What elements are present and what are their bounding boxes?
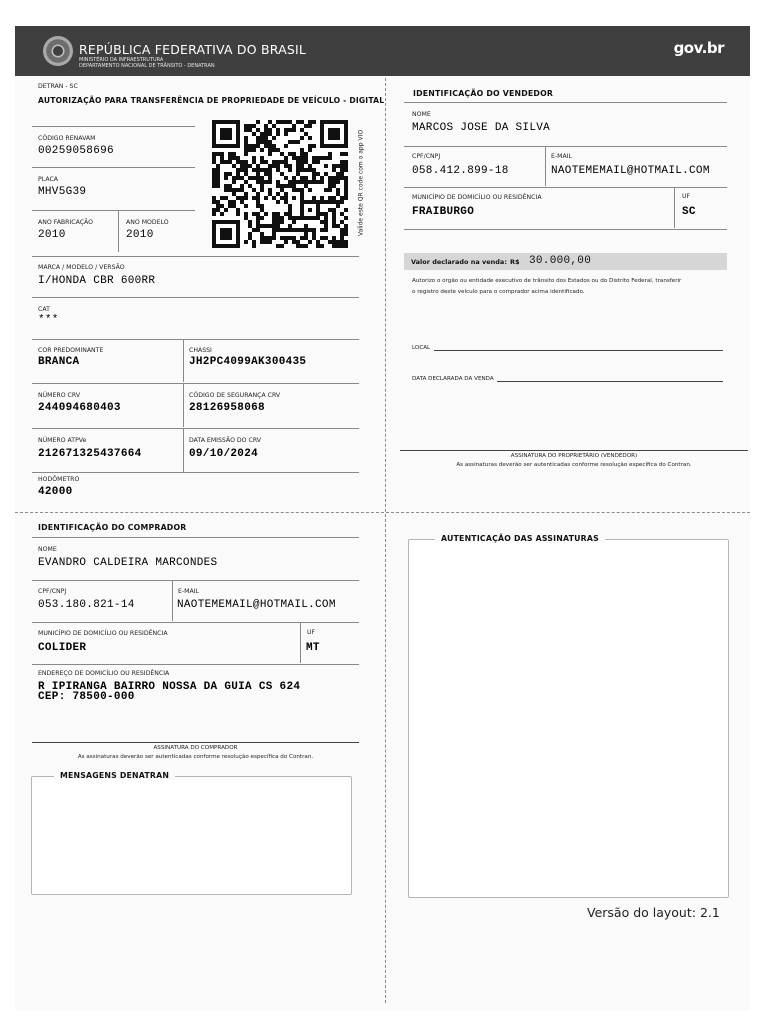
divider (32, 537, 359, 538)
qr-caption (356, 123, 366, 243)
seller-email-label: E-MAIL (551, 153, 572, 160)
buyer-cpf-value: 053.180.821-14 (38, 599, 135, 611)
data-emissao-label: DATA EMISSÃO DO CRV (189, 437, 262, 444)
seller-nome-value: MARCOS JOSE DA SILVA (412, 122, 551, 134)
hodometro-label: HODÔMETRO (38, 476, 80, 483)
divider (183, 340, 184, 382)
marca-value: I/HONDA CBR 600RR (38, 275, 156, 287)
layout-version: Versão do layout: 2.1 (587, 905, 720, 920)
atpve-label: NÚMERO ATPVe (38, 437, 87, 444)
placa-label: PLACA (38, 176, 58, 183)
buyer-nome-label: NOME (38, 546, 57, 553)
divider (32, 664, 359, 665)
seller-email-value: NAOTEMEMAIL@HOTMAIL.COM (551, 165, 710, 177)
seller-municipio-label: MUNICÍPIO DE DOMICÍLIO OU RESIDÊNCIA (412, 194, 542, 201)
divider (183, 429, 184, 472)
codigo-seguranca-value: 28126958068 (189, 402, 265, 414)
renavam-label: CÓDIGO RENAVAM (38, 135, 96, 142)
divider (32, 580, 359, 581)
divider (32, 210, 195, 211)
mensagens-denatran-title: MENSAGENS DENATRAN (54, 771, 175, 780)
authorization-text-line-2: o registro deste veículo para o comprador acima identificado. (412, 289, 585, 295)
ano-modelo-label: ANO MODELO (126, 219, 169, 226)
local-label: LOCAL (412, 345, 431, 351)
chassi-label: CHASSI (189, 347, 212, 354)
cor-value: BRANCA (38, 356, 80, 368)
marca-label: MARCA / MODELO / VERSÃO (38, 264, 125, 271)
buyer-section-title: IDENTIFICAÇÃO DO COMPRADOR (38, 523, 187, 532)
data-emissao-value: 09/10/2024 (189, 448, 259, 460)
buyer-signature-note: As assinaturas deverão ser autenticadas conforme resolução específica do Contran. (77, 754, 314, 760)
seller-municipio-value: FRAIBURGO (412, 206, 475, 218)
coat-of-arms-icon (43, 36, 73, 66)
autenticacao-box (408, 539, 729, 898)
buyer-uf-label: UF (307, 629, 316, 636)
buyer-endereco-line-2: CEP: 78500-000 (38, 691, 135, 703)
divider (674, 188, 675, 228)
local-line[interactable] (434, 350, 723, 351)
issuer-label: DETRAN - SC (38, 83, 78, 90)
divider (32, 622, 359, 623)
cat-label: CAT (38, 306, 50, 313)
document-title: AUTORIZAÇÃO PARA TRANSFERÊNCIA DE PROPRIEDADE DE VEÍCULO - DIGITAL (38, 96, 385, 105)
horizontal-cut-line (15, 512, 750, 513)
qr-caption-text: Valide este QR code com o app VIO (357, 129, 365, 237)
buyer-email-label: E-MAIL (178, 588, 199, 595)
vertical-cut-line (385, 78, 386, 1003)
govbr-logo: gov.br (673, 39, 724, 57)
buyer-signature-label: ASSINATURA DO COMPRADOR (153, 745, 238, 751)
data-venda-label: DATA DECLARADA DA VENDA (412, 376, 494, 382)
crv-value: 244094680403 (38, 402, 121, 414)
seller-cpf-label: CPF/CNPJ (412, 153, 441, 160)
divider (32, 339, 359, 340)
crv-label: NÚMERO CRV (38, 392, 81, 399)
divider (118, 211, 119, 252)
cor-label: COR PREDOMINANTE (38, 347, 104, 354)
divider (183, 384, 184, 427)
ano-fabricacao-value: 2010 (38, 229, 66, 241)
divider (32, 297, 359, 298)
buyer-cpf-label: CPF/CNPJ (38, 588, 67, 595)
seller-section-title: IDENTIFICAÇÃO DO VENDEDOR (413, 89, 554, 98)
chassi-value: JH2PC4099AK300435 (189, 356, 307, 368)
seller-nome-label: NOME (412, 111, 431, 118)
seller-signature-note: As assinaturas deverão ser autenticadas conforme resolução específica do Contran. (456, 462, 692, 468)
authorization-text-line-1: Autorizo o orgão ou entidade executivo de trânsito dos Estados ou do Distrito Federal, transferir (412, 278, 682, 284)
sale-value-amount: 30.000,00 (529, 255, 592, 267)
buyer-endereco-line-1: R IPIRANGA BAIRRO NOSSA DA GUIA CS 624 (38, 681, 301, 693)
buyer-municipio-value: COLIDER (38, 642, 87, 654)
mensagens-denatran-box (31, 776, 352, 895)
buyer-municipio-label: MUNICÍPIO DE DOMICÍLIO OU RESIDÊNCIA (38, 630, 168, 637)
divider (32, 472, 359, 473)
codigo-seguranca-label: CÓDIGO DE SEGURANÇA CRV (189, 392, 281, 399)
buyer-email-value: NAOTEMEMAIL@HOTMAIL.COM (177, 599, 336, 611)
cat-value: *** (38, 314, 59, 326)
header-title: REPÚBLICA FEDERATIVA DO BRASIL (79, 42, 307, 57)
seller-signature-label: ASSINATURA DO PROPRIETÁRIO (VENDEDOR) (510, 453, 638, 459)
header-subtitle (79, 57, 215, 69)
divider (32, 383, 359, 384)
divider (172, 581, 173, 621)
seller-uf-label: UF (682, 193, 691, 200)
seller-uf-value: SC (682, 206, 696, 218)
seller-cpf-value: 058.412.899-18 (412, 165, 509, 177)
divider (32, 167, 195, 168)
buyer-uf-value: MT (306, 642, 320, 654)
divider (404, 229, 727, 230)
header-subtitle-ministry: MINISTÉRIO DA INFRAESTRUTURA (79, 57, 164, 63)
sale-value-bar (404, 253, 727, 270)
autenticacao-title: AUTENTICAÇÃO DAS ASSINATURAS (435, 534, 605, 543)
buyer-nome-value: EVANDRO CALDEIRA MARCONDES (38, 557, 218, 569)
divider (404, 146, 727, 147)
hodometro-value: 42000 (38, 486, 73, 498)
atpve-value: 212671325437664 (38, 448, 142, 460)
divider (404, 187, 727, 188)
data-venda-line[interactable] (497, 381, 723, 382)
sale-value-currency: R$ (510, 258, 520, 266)
divider (300, 623, 301, 663)
renavam-value: 00259058696 (38, 145, 114, 157)
ano-modelo-value: 2010 (126, 229, 154, 241)
document-header (15, 26, 750, 76)
divider (404, 102, 727, 103)
divider (32, 428, 359, 429)
sale-value-label: Valor declarado na venda: (411, 258, 507, 266)
ano-fabricacao-label: ANO FABRICAÇÃO (38, 219, 94, 226)
divider (545, 147, 546, 186)
buyer-endereco-label: ENDEREÇO DE DOMICÍLIO OU RESIDÊNCIA (38, 670, 170, 677)
divider (32, 126, 195, 127)
header-subtitle-department: DEPARTAMENTO NACIONAL DE TRÂNSITO - DENATRAN (79, 63, 215, 69)
qr-code (212, 120, 348, 248)
divider (32, 256, 359, 257)
placa-value: MHV5G39 (38, 186, 87, 198)
